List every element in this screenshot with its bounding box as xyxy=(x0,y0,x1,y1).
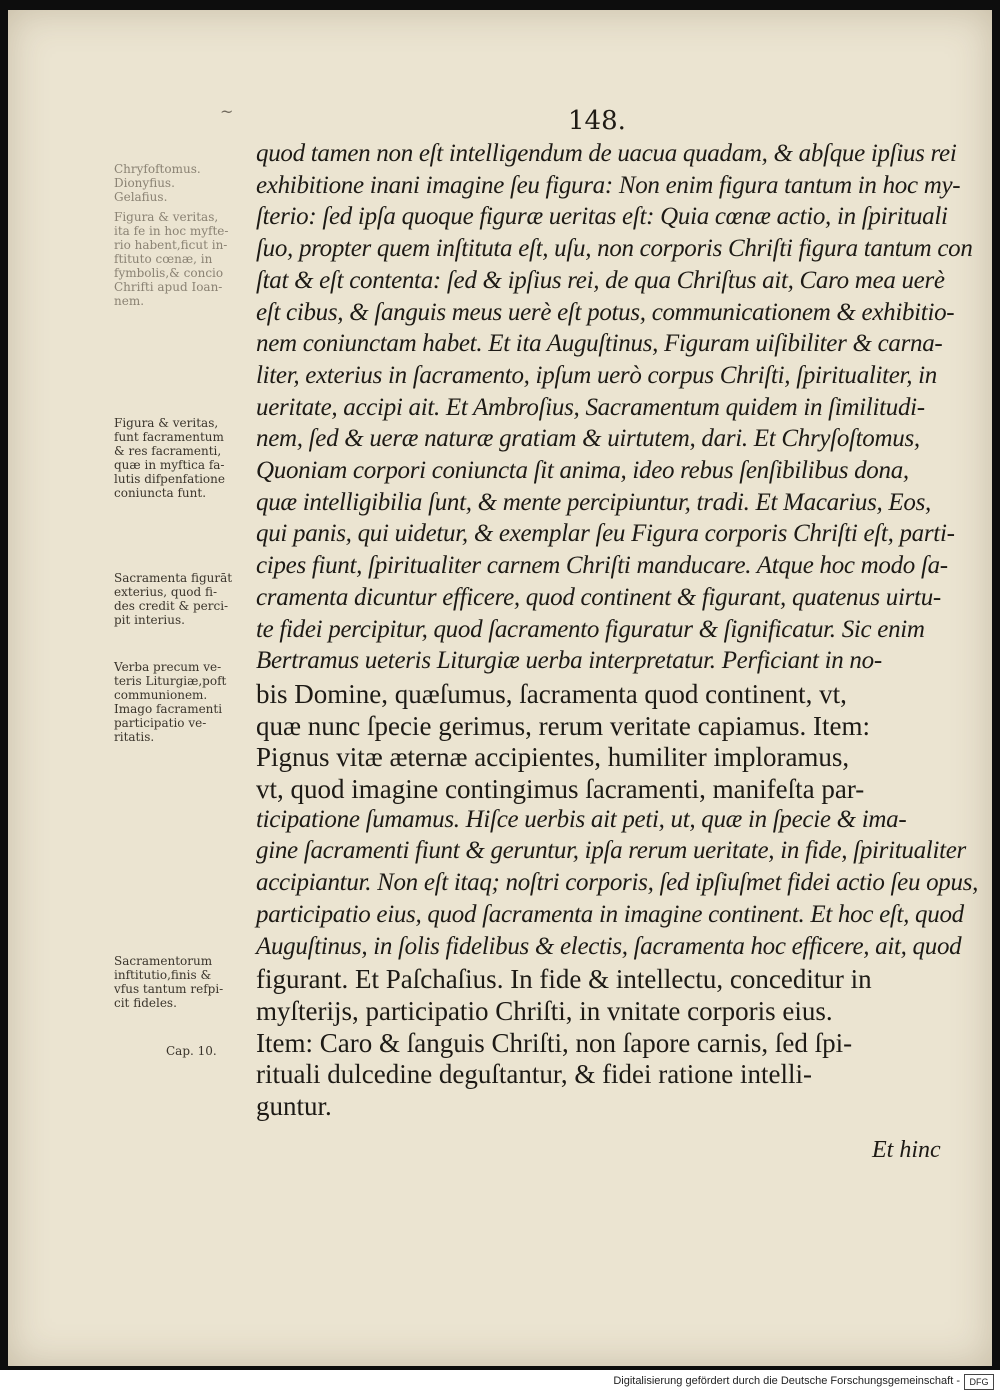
text-line: ueritate, accipi ait. Et Ambroſius, Sacramentum quidem in ſimilitudi- xyxy=(256,393,925,421)
text-line: rituali dulcedine deguſtantur, & fidei ratione intelli- xyxy=(256,1059,812,1090)
text-line: liter, exterius in ſacramento, ipſum uerò corpus Chriſti, ſpiritualiter, in xyxy=(256,361,937,389)
text-line: quod tamen non eſt intelligendum de uacua quadam, & abſque ipſius rei xyxy=(256,140,957,167)
text-line: figurant. Et Paſchaſius. In fide & intellectu, conceditur in xyxy=(256,964,872,995)
text-line: nem, ſed & ueræ naturæ gratiam & uirtutem, dari. Et Chryſoſtomus, xyxy=(256,425,920,453)
text-line: bis Domine, quæſumus, ſacramenta quod continent, vt, xyxy=(256,678,847,709)
text-line: qui panis, qui uidetur, & exemplar ſeu Figura corporis Chriſti eſt, parti- xyxy=(256,520,955,548)
text-line: guntur. xyxy=(256,1091,332,1121)
text-line: nem coniunctam habet. Et ita Auguſtinus, Figuram uiſibiliter & carna- xyxy=(256,330,943,358)
text-line: quæ nunc ſpecie gerimus, rerum veritate capiamus. Item: xyxy=(256,710,871,741)
catchword: Et hinc xyxy=(872,1137,941,1163)
dfg-logo: DFG xyxy=(964,1374,994,1390)
text-line: eſt cibus, & ſanguis meus uerè eſt potus, communicationem & exhibitio- xyxy=(256,298,955,326)
digitization-footer xyxy=(0,1370,1000,1395)
margin-note: Figura & veritas, ita fe in hoc myfte- rio habent,ficut in- ftituto cœnæ, in fymbolis,& concio Chrifti apud Ioan- nem. xyxy=(114,210,229,308)
text-line: Item: Caro & ſanguis Chriſti, non ſapore carnis, ſed ſpi- xyxy=(256,1027,853,1058)
text-line: myſterijs, participatio Chriſti, in vnitate corporis eius. xyxy=(256,995,833,1026)
text-line: gine ſacramenti fiunt & geruntur, ipſa rerum ueritate, in fide, ſpiritualiter xyxy=(256,837,966,865)
page-number: 148. xyxy=(568,106,626,136)
margin-notes xyxy=(8,10,268,1366)
text-line: ſuo, propter quem inſtituta eſt, uſu, non corporis Chriſti figura tantum con xyxy=(256,235,973,263)
margin-note: Figura & veritas, funt facramentum & res facramenti, quæ in myftica fa- lutis difpenfatione coniuncta funt. xyxy=(114,416,225,500)
margin-note: Chryfoftomus. Dionyfius. Gelafius. xyxy=(114,162,201,204)
text-line: Auguſtinus, in ſolis fidelibus & electis, ſacramenta hoc efficere, ait, quod xyxy=(256,932,962,960)
text-line: accipiantur. Non eſt itaq; noſtri corporis, ſed ipſiuſmet fidei actio ſeu opus, xyxy=(256,869,979,897)
text-line: Pignus vitæ æternæ accipientes, humiliter imploramus, xyxy=(256,742,850,773)
text-line: exhibitione inani imagine ſeu figura: Non enim figura tantum in hoc my- xyxy=(256,171,961,199)
margin-note: Sacramenta figurāt exterius, quod fi- des credit & perci- pit interius. xyxy=(114,571,233,627)
text-line: Bertramus ueteris Liturgiæ uerba interpretatur. Perficiant in no- xyxy=(256,647,882,675)
footer-credit: Digitalisierung gefördert durch die Deutsche Forschungsgemeinschaft - xyxy=(613,1375,960,1387)
text-line: quæ intelligibilia ſunt, & mente percipiuntur, tradi. Et Macarius, Eos, xyxy=(256,488,931,516)
text-line: ticipatione ſumamus. Hiſce uerbis ait peti, ut, quæ in ſpecie & ima- xyxy=(256,805,907,833)
text-line: te fidei percipitur, quod ſacramento figuratur & ſignificatur. Sic enim xyxy=(256,615,925,643)
text-line: cramenta dicuntur efficere, quod continent & figurant, quatenus uirtu- xyxy=(256,583,941,611)
text-line: cipes fiunt, ſpiritualiter carnem Chriſti manducare. Atque hoc modo ſa- xyxy=(256,552,948,580)
text-line: Quoniam corpori coniuncta ſit anima, ideo rebus ſenſibilibus dona, xyxy=(256,457,909,484)
margin-note: Sacramentorum inftitutio,finis & vfus tantum refpi- cit fideles. xyxy=(114,954,224,1010)
page-mark: ~ xyxy=(220,102,234,121)
text-line: vt, quod imagine contingimus ſacramenti, manifeſta par- xyxy=(256,774,865,804)
text-line: participatio eius, quod ſacramenta in imagine continent. Et hoc eſt, quod xyxy=(256,900,964,928)
margin-note-chapter: Cap. 10. xyxy=(166,1044,217,1058)
margin-note: Verba precum ve- teris Liturgiæ,poft communionem. Imago facramenti participatio ve- ritatis. xyxy=(114,660,227,744)
book-page xyxy=(8,10,992,1366)
text-line: ſterio: ſed ipſa quoque figuræ ueritas eſt: Quia cœnæ actio, in ſpirituali xyxy=(256,203,948,231)
text-line: ſtat & eſt contenta: ſed & ipſius rei, de qua Chriſtus ait, Caro mea uerè xyxy=(256,266,945,294)
